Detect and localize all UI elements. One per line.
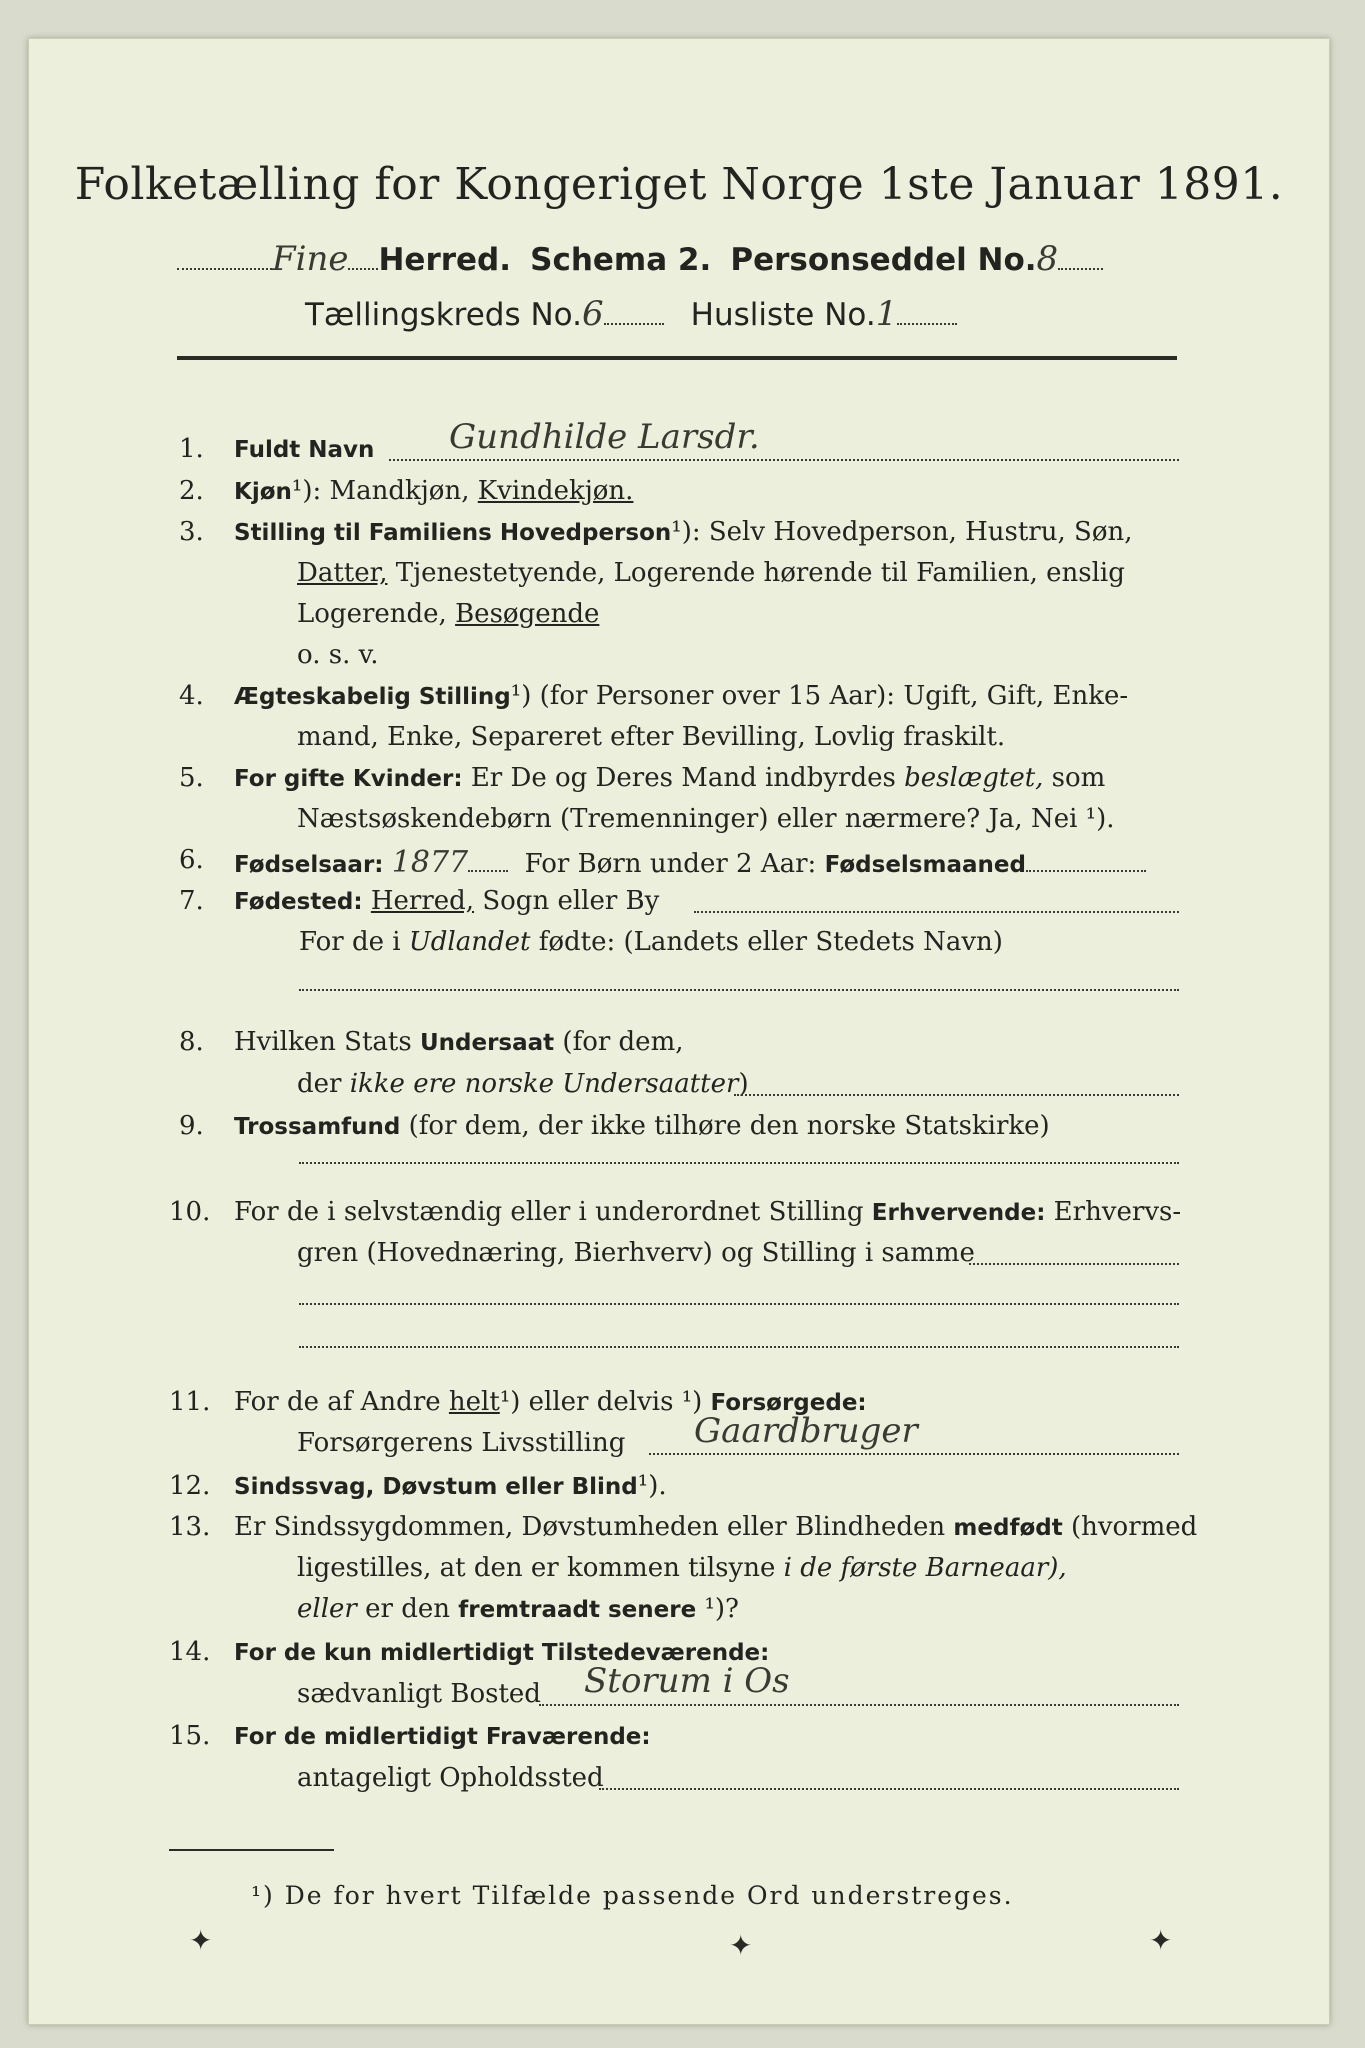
personseddel-label: Personseddel No. [730,242,1037,278]
item-13-line-b [297,1553,1067,1583]
religion-text: (for dem, der ikke tilhøre den norske Statskirke) [400,1111,1050,1141]
subject-fill [734,1094,1179,1096]
married-women-italic: beslægtet, [904,763,1044,793]
item-1-line [234,434,374,464]
item-8-line [234,1027,683,1057]
absent-label: For de midlertidigt Fraværende: [234,1724,651,1750]
item-10-line-b: gren (Hovednæring, Bierhverv) og Stilling i samme [297,1238,975,1268]
item-number-3: 3. [179,517,204,547]
header-line-1 [177,239,1103,279]
residence-label: sædvanligt Bosted [297,1679,541,1709]
item-number-14: 14. [169,1637,211,1667]
provider-fill [649,1453,1179,1455]
congenital-text-a: Er Sindssygdommen, Døvstumheden eller Blindheden [234,1512,954,1542]
congenital-label: medfødt [953,1515,1063,1541]
item-number-5: 5. [179,763,204,793]
schema-label: Schema 2. [530,242,712,278]
provider-label: Forsørgerens Livsstilling [297,1428,626,1458]
occupation-fill-1 [969,1263,1179,1265]
occupation-text-b: Erhvervs- [1045,1197,1182,1227]
later-label: fremtraadt senere [458,1597,697,1623]
item-number-2: 2. [179,476,204,506]
position-text-c: Logerende, [297,599,456,629]
husliste-dots [897,301,957,325]
item-8-line-b: der ikke ere norske Undersaatter) [297,1069,749,1099]
herred-dots [177,246,272,270]
later-italic: eller [297,1594,357,1624]
married-women-label: For gifte Kvinder: [234,766,463,792]
name-fill [389,459,1179,461]
herred-label: Herred. [378,242,512,278]
birthplace-fill [694,911,1179,913]
item-number-15: 15. [169,1721,211,1751]
disability-label: Sindssvag, Døvstum eller Blind [234,1474,638,1500]
item-7-line [234,886,659,916]
birthyear-dots [468,848,508,872]
later-text-b: ¹)? [696,1594,739,1624]
position-selected: Datter, [297,558,388,588]
item-4-line [234,681,1128,711]
item-3-line [234,517,1133,547]
herred-dots-2 [348,246,378,270]
footnote-rule [169,1849,334,1851]
occupation-fill-3 [299,1346,1179,1348]
item-7-line-b [299,927,1003,957]
abroad-text-a: For de i [299,927,409,957]
item-6-line [234,845,1146,880]
star-mark-right-icon: ✦ [1149,1924,1173,1957]
item-number-7: 7. [179,886,204,916]
residence-fill [539,1704,1179,1706]
header-rule [177,356,1177,360]
congenital-text-b: (hvormed [1062,1512,1198,1542]
item-number-6: 6. [179,845,204,875]
item-number-9: 9. [179,1111,204,1141]
whereabouts-fill [599,1788,1179,1790]
item-3-line-c [297,599,599,629]
birthmonth-label: Fødselsmaaned [824,852,1026,878]
sex-label: Kjøn [234,479,292,505]
star-mark-center-icon: ✦ [729,1929,753,1962]
item-9-line [234,1111,1050,1141]
subject-text-b: (for dem, [554,1027,684,1057]
item-number-13: 13. [169,1512,211,1542]
whereabouts-label: antageligt Opholdssted [297,1763,604,1793]
position-label: Stilling til Familiens Hovedperson [234,520,672,546]
item-15-line-b [297,1763,604,1793]
abroad-fill [299,989,1179,991]
birthplace-label: Fødested: [234,889,363,915]
census-form [28,38,1330,2025]
kreds-label: Tællingskreds No. [305,297,582,333]
item-5-line [234,763,1105,793]
personseddel-dots [1058,246,1103,270]
item-11-line-b [297,1428,625,1458]
star-mark-left-icon: ✦ [189,1924,213,1957]
header-line-2 [305,294,957,334]
married-women-end: som [1043,763,1106,793]
religion-label: Trossamfund [234,1114,401,1140]
later-text-a: er den [356,1594,459,1624]
provider-value: Gaardbruger [694,1411,918,1451]
item-13-line-c [297,1594,739,1624]
abroad-text-b: fødte: (Landets eller Stedets Navn) [530,927,1003,957]
birthyear-label: Fødselsaar: [234,852,384,878]
item-3-line-b [297,558,1125,588]
kreds-dots [604,301,664,325]
position-visitor: Besøgende [455,599,600,629]
item-10-line [234,1197,1181,1227]
sex-text: ¹): Mandkjøn, [291,476,478,506]
subject-text-c: der [297,1069,350,1099]
subject-label: Undersaat [419,1030,555,1056]
present-label: For de kun midlertidigt Tilstedeværende: [234,1640,770,1666]
congenital-italic: i de første Barneaar), [783,1553,1067,1583]
item-number-8: 8. [179,1027,204,1057]
religion-fill [299,1162,1179,1164]
item-4-line-b: mand, Enke, Separeret efter Bevilling, Lovlig fraskilt. [297,722,1006,752]
item-number-12: 12. [169,1471,211,1501]
item-13-line [234,1512,1197,1542]
marital-label: Ægteskabelig Stilling [234,684,511,710]
name-value: Gundhilde Larsdr. [449,417,760,457]
personseddel-value: 8 [1036,239,1059,279]
item-number-10: 10. [169,1197,211,1227]
residence-value: Storum i Os [584,1661,790,1701]
husliste-label: Husliste No. [690,297,876,333]
footnote: ¹) De for hvert Tilfælde passende Ord understreges. [251,1881,1014,1910]
birthyear-value: 1877 [391,845,469,880]
congenital-text-c: ligestilles, at den er kommen tilsyne [297,1553,784,1583]
disability-text: ¹). [637,1471,667,1501]
name-label: Fuldt Navn [234,437,375,463]
husliste-value: 1 [875,294,898,334]
position-text-b: Tjenestetyende, Logerende hørende til Familien, enslig [387,558,1125,588]
supported-label: Forsørgede: [710,1390,867,1416]
subject-text-a: Hvilken Stats [234,1027,420,1057]
birthmonth-text: For Børn under 2 Aar: [524,849,817,879]
marital-text: ¹) (for Personer over 15 Aar): Ugift, Gift, Enke- [510,681,1129,711]
birthmonth-dots [1026,848,1146,872]
married-women-text: Er De og Deres Mand indbyrdes [462,763,905,793]
occupation-text-a: For de i selvstændig eller i underordnet Stilling [234,1197,872,1227]
item-number-1: 1. [179,434,204,464]
supported-selected: helt [448,1387,500,1417]
kreds-value: 6 [581,294,604,334]
birthplace-selected: Herred, [370,886,475,916]
item-5-line-b: Næstsøskendebørn (Tremenninger) eller nærmere? Ja, Nei ¹). [297,804,1115,834]
item-3-line-d: o. s. v. [297,640,379,670]
herred-value: Fine [272,239,349,279]
item-number-11: 11. [169,1387,211,1417]
birthplace-text: Sogn eller By [474,886,660,916]
item-14-line-b [297,1679,541,1709]
occupation-fill-2 [299,1303,1179,1305]
position-text: ¹): Selv Hovedperson, Hustru, Søn, [671,517,1133,547]
abroad-italic: Udlandet [408,927,531,957]
sex-selected: Kvindekjøn. [477,476,634,506]
item-2-line [234,476,633,506]
occupation-label: Erhvervende: [871,1200,1046,1226]
subject-italic: ikke ere norske Undersaatter [349,1069,739,1099]
item-15-line [234,1721,651,1751]
item-12-line [234,1471,667,1501]
item-number-4: 4. [179,681,204,711]
supported-text-a: For de af Andre [234,1387,449,1417]
supported-text-b: ¹) eller delvis ¹) [499,1387,711,1417]
form-title: Folketælling for Kongeriget Norge 1ste Januar 1891. [74,159,1284,210]
